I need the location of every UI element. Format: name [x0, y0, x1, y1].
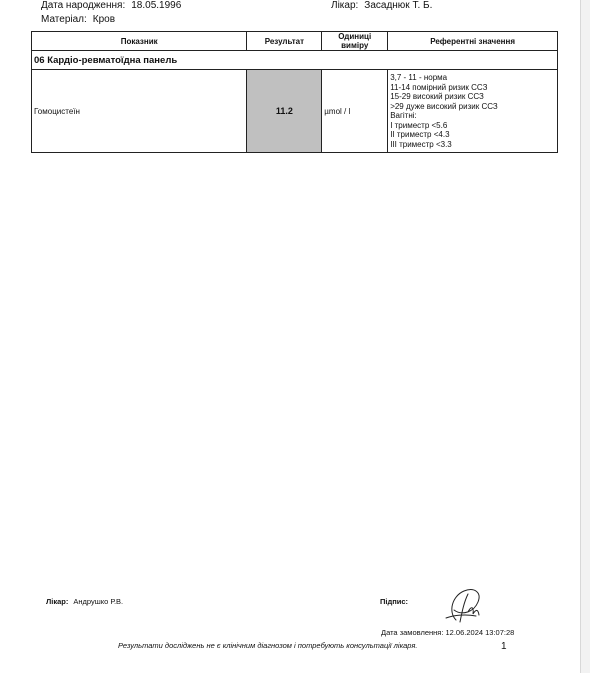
column-header-indicator: Показник: [32, 32, 247, 51]
birth-date-value: 18.05.1996: [131, 0, 182, 11]
order-date: Дата замовлення: 12.06.2024 13:07:28: [381, 628, 515, 637]
reference-line: II триместр <4.3: [390, 130, 450, 139]
reference-line: 11-14 помірний ризик ССЗ: [390, 82, 488, 92]
table-row: [32, 70, 558, 153]
table-header-row: [32, 32, 558, 51]
disclaimer-note: Результати досліджень не є клінічним діагнозом і потребують консультації лікаря.: [118, 641, 418, 650]
reference-values: [388, 70, 558, 153]
signature-label: Підпис:: [380, 597, 409, 606]
indicator-name: Гомоцистеїн: [32, 70, 247, 153]
material-label: Матеріал:: [41, 14, 87, 25]
reference-line: I триместр <5.6: [390, 120, 448, 130]
reference-line: 15-29 високий ризик ССЗ: [390, 92, 484, 101]
material-value: Кров: [92, 14, 116, 25]
reference-line: 3,7 - 11 - норма: [390, 73, 448, 82]
referring-doctor: [331, 0, 432, 11]
signing-doctor-value: Андрушко Р.В.: [73, 597, 124, 606]
material: [41, 14, 115, 25]
result-value: 11.2: [247, 70, 322, 153]
panel-title-row: [32, 51, 558, 70]
panel-title: 06 Кардіо-ревматоїдна панель: [32, 51, 558, 70]
referring-doctor-value: Засаднюк Т. Б.: [364, 0, 433, 11]
results-table: [31, 31, 558, 153]
reference-line: Вагітні:: [390, 111, 417, 120]
birth-date-label: Дата народження:: [41, 0, 126, 11]
reference-line: >29 дуже високий ризик ССЗ: [390, 101, 498, 111]
birth-date: [41, 0, 181, 11]
unit-value: µmol / l: [322, 70, 388, 153]
handwritten-signature: [438, 582, 488, 628]
signing-doctor-label: Лікар:: [46, 597, 69, 606]
column-header-result: Результат: [247, 32, 322, 51]
reference-line: III триместр <3.3: [390, 139, 452, 149]
column-header-reference: Референтні значення: [388, 32, 558, 51]
referring-doctor-label: Лікар:: [331, 0, 359, 11]
column-header-unit: Одиниці виміру: [322, 32, 388, 51]
page-number: 1: [501, 641, 507, 652]
signing-doctor: [46, 597, 123, 606]
